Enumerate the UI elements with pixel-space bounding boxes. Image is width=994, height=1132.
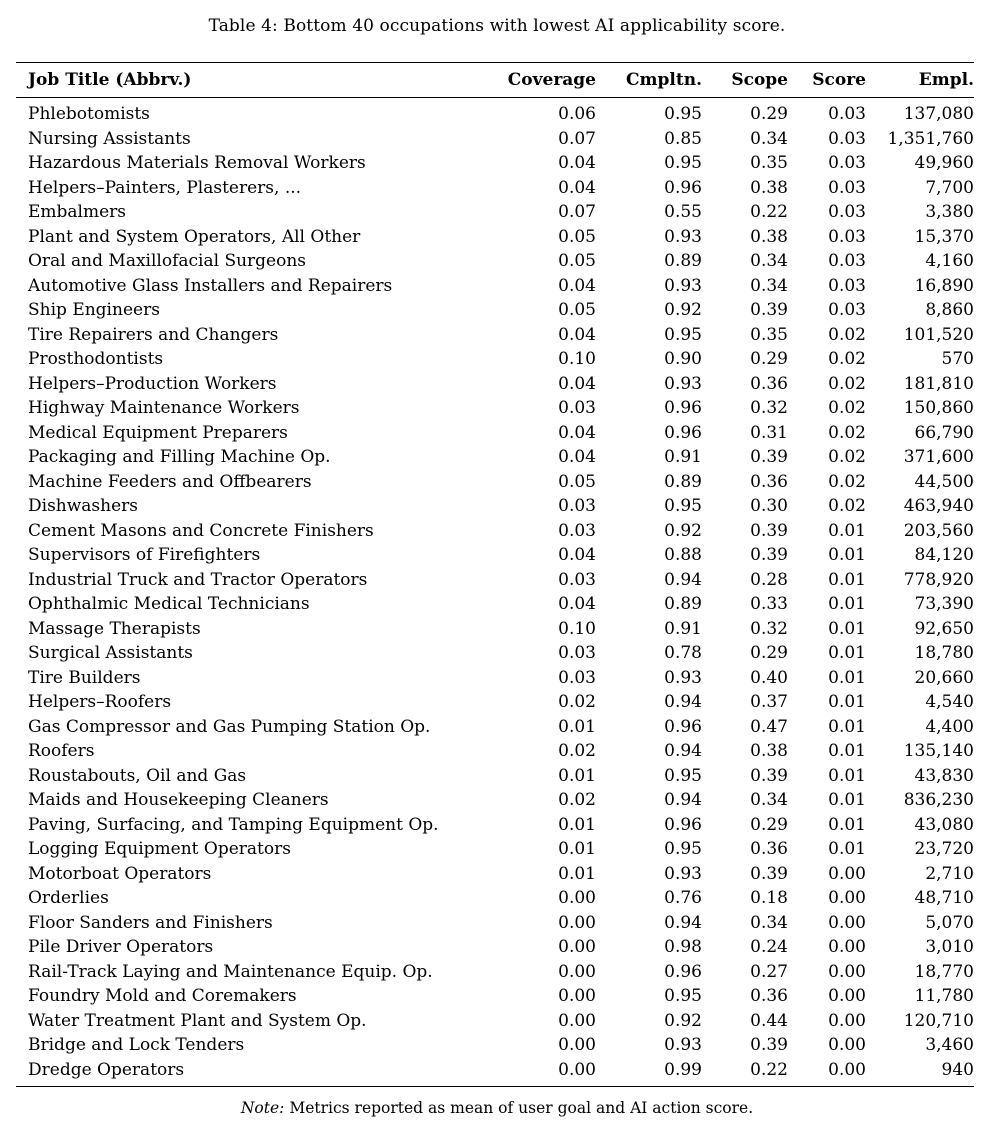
cell-completion: 0.94 bbox=[664, 790, 702, 810]
cell-employment: 101,520 bbox=[903, 324, 974, 345]
cell-coverage: 0.10 bbox=[558, 618, 596, 639]
cell-score: 0.03 bbox=[828, 226, 866, 247]
cell-completion: 0.92 bbox=[664, 520, 702, 541]
cell-coverage: 0.07 bbox=[558, 128, 596, 149]
cell-job-title: Water Treatment Plant and System Op. bbox=[28, 1010, 367, 1031]
cell-scope: 0.32 bbox=[750, 618, 788, 639]
cell-job-title: Oral and Maxillofacial Surgeons bbox=[28, 251, 307, 271]
cell-score: 0.02 bbox=[828, 447, 866, 467]
cell-score: 0.02 bbox=[828, 398, 866, 418]
cell-coverage: 0.10 bbox=[558, 349, 596, 369]
table-row bbox=[16, 592, 988, 617]
cell-job-title: Motorboat Operators bbox=[28, 863, 212, 884]
cell-job-title: Embalmers bbox=[28, 202, 127, 222]
cell-completion: 0.95 bbox=[664, 104, 702, 124]
cell-scope: 0.38 bbox=[750, 741, 788, 761]
occupations-table bbox=[16, 62, 974, 1087]
cell-coverage: 0.04 bbox=[558, 594, 596, 614]
cell-employment: 137,080 bbox=[903, 104, 974, 124]
cell-completion: 0.95 bbox=[664, 496, 702, 516]
cell-score: 0.01 bbox=[828, 667, 866, 688]
table-row bbox=[16, 813, 988, 838]
cell-job-title: Roustabouts, Oil and Gas bbox=[28, 765, 247, 786]
cell-completion: 0.55 bbox=[664, 202, 702, 222]
cell-scope: 0.36 bbox=[750, 471, 788, 492]
cell-score: 0.01 bbox=[828, 741, 866, 761]
cell-scope: 0.39 bbox=[750, 765, 788, 786]
cell-employment: 4,160 bbox=[925, 251, 974, 271]
cell-completion: 0.99 bbox=[664, 1059, 702, 1080]
cell-employment: 836,230 bbox=[903, 790, 974, 810]
cell-completion: 0.89 bbox=[664, 251, 702, 271]
cell-score: 0.01 bbox=[828, 765, 866, 786]
cell-job-title: Prosthodontists bbox=[28, 349, 164, 369]
cell-scope: 0.24 bbox=[750, 937, 788, 957]
table-row bbox=[16, 176, 988, 201]
cell-employment: 23,720 bbox=[914, 839, 974, 859]
cell-employment: 18,780 bbox=[914, 643, 974, 663]
cell-score: 0.00 bbox=[828, 888, 866, 908]
table-caption: Table 4: Bottom 40 occupations with lowest AI applicability score. bbox=[208, 16, 786, 36]
cell-scope: 0.34 bbox=[750, 251, 788, 271]
cell-scope: 0.39 bbox=[750, 1035, 788, 1055]
cell-job-title: Helpers–Production Workers bbox=[28, 373, 277, 394]
cell-employment: 5,070 bbox=[925, 912, 974, 933]
cell-coverage: 0.00 bbox=[558, 986, 596, 1006]
cell-score: 0.00 bbox=[828, 863, 866, 884]
cell-scope: 0.37 bbox=[750, 692, 788, 712]
cell-score: 0.00 bbox=[828, 912, 866, 933]
cell-completion: 0.88 bbox=[664, 545, 702, 565]
cell-employment: 203,560 bbox=[903, 520, 974, 541]
cell-coverage: 0.04 bbox=[558, 275, 596, 296]
cell-employment: 1,351,760 bbox=[887, 128, 974, 149]
cell-completion: 0.95 bbox=[664, 324, 702, 345]
cell-scope: 0.29 bbox=[750, 349, 788, 369]
cell-coverage: 0.01 bbox=[558, 716, 596, 737]
cell-employment: 135,140 bbox=[903, 741, 974, 761]
cell-job-title: Tire Builders bbox=[28, 667, 141, 688]
cell-score: 0.03 bbox=[828, 177, 866, 198]
table-row bbox=[16, 568, 988, 593]
table-row bbox=[16, 151, 988, 176]
cell-completion: 0.89 bbox=[664, 594, 702, 614]
cell-completion: 0.98 bbox=[664, 937, 702, 957]
table-row bbox=[16, 127, 988, 152]
cell-completion: 0.93 bbox=[664, 667, 702, 688]
cell-job-title: Phlebotomists bbox=[28, 104, 150, 124]
cell-score: 0.03 bbox=[828, 128, 866, 149]
header-score: Score bbox=[812, 70, 866, 90]
table-row bbox=[16, 715, 988, 740]
cell-coverage: 0.05 bbox=[558, 251, 596, 271]
table-row bbox=[16, 494, 988, 519]
cell-score: 0.02 bbox=[828, 496, 866, 516]
cell-coverage: 0.01 bbox=[558, 814, 596, 835]
cell-job-title: Helpers–Painters, Plasterers, ... bbox=[28, 177, 302, 198]
cell-scope: 0.39 bbox=[750, 863, 788, 884]
cell-employment: 3,380 bbox=[925, 202, 974, 222]
table-row bbox=[16, 911, 988, 936]
cell-employment: 92,650 bbox=[914, 618, 974, 639]
cell-employment: 150,860 bbox=[903, 398, 974, 418]
cell-job-title: Highway Maintenance Workers bbox=[28, 398, 300, 418]
cell-completion: 0.78 bbox=[664, 643, 702, 663]
cell-scope: 0.29 bbox=[750, 814, 788, 835]
table-row bbox=[16, 543, 988, 568]
table-row bbox=[16, 764, 988, 789]
table-row bbox=[16, 886, 988, 911]
cell-job-title: Rail-Track Laying and Maintenance Equip. Op. bbox=[28, 961, 433, 982]
cell-score: 0.02 bbox=[828, 471, 866, 492]
cell-job-title: Tire Repairers and Changers bbox=[28, 324, 279, 345]
cell-completion: 0.94 bbox=[664, 741, 702, 761]
cell-score: 0.03 bbox=[828, 251, 866, 271]
cell-job-title: Floor Sanders and Finishers bbox=[28, 912, 273, 933]
cell-job-title: Plant and System Operators, All Other bbox=[28, 226, 361, 247]
cell-coverage: 0.03 bbox=[558, 643, 596, 663]
cell-coverage: 0.00 bbox=[558, 888, 596, 908]
table-row bbox=[16, 862, 988, 887]
cell-job-title: Dishwashers bbox=[28, 496, 139, 516]
cell-coverage: 0.04 bbox=[558, 153, 596, 173]
cell-score: 0.00 bbox=[828, 1035, 866, 1055]
cell-job-title: Pile Driver Operators bbox=[28, 937, 214, 957]
table-row bbox=[16, 347, 988, 372]
table-row bbox=[16, 98, 988, 127]
cell-completion: 0.93 bbox=[664, 863, 702, 884]
cell-coverage: 0.00 bbox=[558, 1010, 596, 1031]
table-row bbox=[16, 739, 988, 764]
cell-score: 0.00 bbox=[828, 986, 866, 1006]
cell-scope: 0.31 bbox=[750, 422, 788, 443]
cell-job-title: Supervisors of Firefighters bbox=[28, 545, 261, 565]
cell-employment: 940 bbox=[941, 1059, 974, 1080]
cell-completion: 0.94 bbox=[664, 912, 702, 933]
cell-score: 0.00 bbox=[828, 1010, 866, 1031]
cell-employment: 120,710 bbox=[903, 1010, 974, 1031]
cell-scope: 0.28 bbox=[750, 569, 788, 590]
cell-scope: 0.34 bbox=[750, 275, 788, 296]
cell-completion: 0.95 bbox=[664, 765, 702, 786]
cell-coverage: 0.00 bbox=[558, 912, 596, 933]
cell-completion: 0.96 bbox=[664, 177, 702, 198]
cell-scope: 0.34 bbox=[750, 912, 788, 933]
cell-scope: 0.29 bbox=[750, 643, 788, 663]
cell-job-title: Dredge Operators bbox=[28, 1059, 185, 1080]
cell-coverage: 0.05 bbox=[558, 226, 596, 247]
cell-employment: 66,790 bbox=[914, 422, 974, 443]
data-table-body bbox=[16, 98, 988, 1086]
table-row bbox=[16, 984, 988, 1009]
table-row bbox=[16, 445, 988, 470]
cell-completion: 0.95 bbox=[664, 839, 702, 859]
table-row bbox=[16, 1009, 988, 1034]
table-row bbox=[16, 788, 988, 813]
cell-scope: 0.35 bbox=[750, 324, 788, 345]
table-row bbox=[16, 249, 988, 274]
cell-employment: 4,400 bbox=[925, 716, 974, 737]
cell-score: 0.03 bbox=[828, 153, 866, 173]
cell-completion: 0.96 bbox=[664, 814, 702, 835]
header-row bbox=[16, 63, 988, 97]
cell-coverage: 0.04 bbox=[558, 447, 596, 467]
cell-completion: 0.94 bbox=[664, 569, 702, 590]
cell-score: 0.00 bbox=[828, 937, 866, 957]
cell-job-title: Bridge and Lock Tenders bbox=[28, 1035, 245, 1055]
cell-completion: 0.95 bbox=[664, 986, 702, 1006]
table-row bbox=[16, 690, 988, 715]
cell-employment: 570 bbox=[941, 349, 974, 369]
table-row bbox=[16, 1033, 988, 1058]
cell-employment: 73,390 bbox=[914, 594, 974, 614]
table-row bbox=[16, 298, 988, 323]
cell-score: 0.02 bbox=[828, 324, 866, 345]
cell-coverage: 0.04 bbox=[558, 422, 596, 443]
cell-completion: 0.95 bbox=[664, 153, 702, 173]
cell-employment: 4,540 bbox=[925, 692, 974, 712]
cell-employment: 371,600 bbox=[903, 447, 974, 467]
cell-score: 0.03 bbox=[828, 104, 866, 124]
cell-coverage: 0.04 bbox=[558, 545, 596, 565]
cell-job-title: Logging Equipment Operators bbox=[28, 839, 291, 859]
cell-scope: 0.47 bbox=[750, 716, 788, 737]
table-row bbox=[16, 837, 988, 862]
cell-employment: 18,770 bbox=[914, 961, 974, 982]
cell-completion: 0.85 bbox=[664, 128, 702, 149]
cell-job-title: Helpers–Roofers bbox=[28, 692, 172, 712]
cell-score: 0.01 bbox=[828, 520, 866, 541]
note-text: Metrics reported as mean of user goal and AI action score. bbox=[289, 1099, 754, 1117]
cell-employment: 20,660 bbox=[914, 667, 974, 688]
cell-completion: 0.93 bbox=[664, 275, 702, 296]
cell-scope: 0.18 bbox=[750, 888, 788, 908]
table-row bbox=[16, 372, 988, 397]
cell-employment: 181,810 bbox=[903, 373, 974, 394]
header-completion: Cmpltn. bbox=[626, 70, 702, 90]
header-employment: Empl. bbox=[918, 70, 974, 90]
cell-score: 0.01 bbox=[828, 790, 866, 810]
cell-score: 0.03 bbox=[828, 300, 866, 320]
cell-coverage: 0.06 bbox=[558, 104, 596, 124]
cell-completion: 0.96 bbox=[664, 398, 702, 418]
cell-job-title: Packaging and Filling Machine Op. bbox=[28, 447, 331, 467]
cell-scope: 0.39 bbox=[750, 545, 788, 565]
cell-scope: 0.36 bbox=[750, 373, 788, 394]
cell-job-title: Foundry Mold and Coremakers bbox=[28, 986, 297, 1006]
cell-coverage: 0.03 bbox=[558, 398, 596, 418]
cell-employment: 3,460 bbox=[925, 1035, 974, 1055]
cell-coverage: 0.00 bbox=[558, 961, 596, 982]
cell-coverage: 0.01 bbox=[558, 863, 596, 884]
cell-employment: 43,080 bbox=[914, 814, 974, 835]
cell-job-title: Medical Equipment Preparers bbox=[28, 422, 288, 443]
table-row bbox=[16, 519, 988, 544]
header-coverage: Coverage bbox=[507, 70, 596, 90]
cell-job-title: Maids and Housekeeping Cleaners bbox=[28, 790, 329, 810]
cell-employment: 49,960 bbox=[914, 153, 974, 173]
table-row bbox=[16, 470, 988, 495]
cell-scope: 0.36 bbox=[750, 986, 788, 1006]
cell-coverage: 0.00 bbox=[558, 1059, 596, 1080]
cell-score: 0.01 bbox=[828, 643, 866, 663]
table-row bbox=[16, 935, 988, 960]
cell-completion: 0.91 bbox=[664, 618, 702, 639]
cell-coverage: 0.07 bbox=[558, 202, 596, 222]
cell-scope: 0.22 bbox=[750, 202, 788, 222]
table-row bbox=[16, 1058, 988, 1087]
cell-score: 0.02 bbox=[828, 349, 866, 369]
cell-scope: 0.35 bbox=[750, 153, 788, 173]
cell-scope: 0.39 bbox=[750, 300, 788, 320]
table-body bbox=[16, 98, 988, 1086]
cell-coverage: 0.03 bbox=[558, 667, 596, 688]
cell-scope: 0.44 bbox=[750, 1010, 788, 1031]
cell-job-title: Gas Compressor and Gas Pumping Station Op. bbox=[28, 716, 431, 737]
cell-score: 0.00 bbox=[828, 1059, 866, 1080]
table-row bbox=[16, 666, 988, 691]
cell-score: 0.03 bbox=[828, 275, 866, 296]
cell-scope: 0.30 bbox=[750, 496, 788, 516]
cell-employment: 11,780 bbox=[914, 986, 974, 1006]
cell-employment: 8,860 bbox=[925, 300, 974, 320]
table-row bbox=[16, 421, 988, 446]
cell-scope: 0.27 bbox=[750, 961, 788, 982]
cell-employment: 43,830 bbox=[914, 765, 974, 786]
cell-completion: 0.91 bbox=[664, 447, 702, 467]
cell-completion: 0.90 bbox=[664, 349, 702, 369]
cell-coverage: 0.05 bbox=[558, 300, 596, 320]
cell-employment: 778,920 bbox=[903, 569, 974, 590]
cell-completion: 0.93 bbox=[664, 1035, 702, 1055]
cell-completion: 0.76 bbox=[664, 888, 702, 908]
cell-score: 0.01 bbox=[828, 618, 866, 639]
cell-coverage: 0.02 bbox=[558, 741, 596, 761]
cell-job-title: Massage Therapists bbox=[28, 618, 201, 639]
cell-coverage: 0.04 bbox=[558, 373, 596, 394]
cell-job-title: Paving, Surfacing, and Tamping Equipment Op. bbox=[28, 814, 439, 835]
table-row bbox=[16, 323, 988, 348]
cell-scope: 0.39 bbox=[750, 447, 788, 467]
cell-employment: 44,500 bbox=[914, 471, 974, 492]
cell-score: 0.03 bbox=[828, 202, 866, 222]
cell-coverage: 0.00 bbox=[558, 1035, 596, 1055]
cell-completion: 0.93 bbox=[664, 373, 702, 394]
bottom-rule bbox=[16, 1086, 974, 1087]
cell-scope: 0.36 bbox=[750, 839, 788, 859]
cell-scope: 0.29 bbox=[750, 104, 788, 124]
cell-score: 0.01 bbox=[828, 692, 866, 712]
cell-scope: 0.22 bbox=[750, 1059, 788, 1080]
table-row bbox=[16, 225, 988, 250]
cell-job-title: Hazardous Materials Removal Workers bbox=[28, 153, 366, 173]
table-row bbox=[16, 617, 988, 642]
cell-scope: 0.34 bbox=[750, 128, 788, 149]
cell-score: 0.01 bbox=[828, 814, 866, 835]
cell-scope: 0.33 bbox=[750, 594, 788, 614]
cell-score: 0.01 bbox=[828, 569, 866, 590]
cell-job-title: Surgical Assistants bbox=[28, 643, 193, 663]
header-scope: Scope bbox=[731, 70, 788, 90]
cell-job-title: Ship Engineers bbox=[28, 300, 160, 320]
cell-completion: 0.92 bbox=[664, 1010, 702, 1031]
cell-score: 0.02 bbox=[828, 373, 866, 394]
cell-employment: 463,940 bbox=[903, 496, 974, 516]
data-table bbox=[16, 63, 988, 97]
cell-job-title: Ophthalmic Medical Technicians bbox=[28, 594, 310, 614]
cell-score: 0.01 bbox=[828, 545, 866, 565]
cell-scope: 0.34 bbox=[750, 790, 788, 810]
cell-scope: 0.38 bbox=[750, 177, 788, 198]
cell-completion: 0.92 bbox=[664, 300, 702, 320]
cell-completion: 0.94 bbox=[664, 692, 702, 712]
cell-job-title: Industrial Truck and Tractor Operators bbox=[28, 569, 368, 590]
cell-employment: 16,890 bbox=[914, 275, 974, 296]
cell-employment: 15,370 bbox=[914, 226, 974, 247]
cell-scope: 0.39 bbox=[750, 520, 788, 541]
table-row bbox=[16, 396, 988, 421]
cell-coverage: 0.01 bbox=[558, 765, 596, 786]
cell-coverage: 0.03 bbox=[558, 496, 596, 516]
cell-scope: 0.38 bbox=[750, 226, 788, 247]
cell-scope: 0.40 bbox=[750, 667, 788, 688]
cell-coverage: 0.00 bbox=[558, 937, 596, 957]
cell-job-title: Orderlies bbox=[28, 888, 109, 908]
cell-employment: 7,700 bbox=[925, 177, 974, 198]
cell-employment: 2,710 bbox=[925, 863, 974, 884]
cell-scope: 0.32 bbox=[750, 398, 788, 418]
cell-job-title: Automotive Glass Installers and Repairers bbox=[28, 275, 393, 296]
cell-job-title: Nursing Assistants bbox=[28, 128, 191, 149]
cell-job-title: Machine Feeders and Offbearers bbox=[28, 471, 312, 492]
cell-completion: 0.93 bbox=[664, 226, 702, 247]
table-row bbox=[16, 960, 988, 985]
cell-coverage: 0.05 bbox=[558, 471, 596, 492]
table-note bbox=[0, 1099, 994, 1117]
cell-coverage: 0.01 bbox=[558, 839, 596, 859]
cell-coverage: 0.04 bbox=[558, 324, 596, 345]
cell-score: 0.02 bbox=[828, 422, 866, 443]
cell-score: 0.01 bbox=[828, 839, 866, 859]
cell-completion: 0.96 bbox=[664, 422, 702, 443]
cell-score: 0.00 bbox=[828, 961, 866, 982]
cell-score: 0.01 bbox=[828, 716, 866, 737]
note-label: Note: bbox=[240, 1099, 285, 1117]
cell-job-title: Cement Masons and Concrete Finishers bbox=[28, 520, 374, 541]
cell-coverage: 0.04 bbox=[558, 177, 596, 198]
cell-coverage: 0.02 bbox=[558, 692, 596, 712]
cell-score: 0.01 bbox=[828, 594, 866, 614]
cell-coverage: 0.03 bbox=[558, 520, 596, 541]
cell-coverage: 0.03 bbox=[558, 569, 596, 590]
cell-completion: 0.89 bbox=[664, 471, 702, 492]
cell-coverage: 0.02 bbox=[558, 790, 596, 810]
cell-employment: 84,120 bbox=[914, 545, 974, 565]
header-job-title: Job Title (Abbrv.) bbox=[28, 70, 192, 90]
cell-employment: 3,010 bbox=[925, 937, 974, 957]
table-row bbox=[16, 200, 988, 225]
cell-completion: 0.96 bbox=[664, 716, 702, 737]
table-row bbox=[16, 641, 988, 666]
cell-completion: 0.96 bbox=[664, 961, 702, 982]
cell-job-title: Roofers bbox=[28, 741, 95, 761]
cell-employment: 48,710 bbox=[914, 888, 974, 908]
table-row bbox=[16, 274, 988, 299]
